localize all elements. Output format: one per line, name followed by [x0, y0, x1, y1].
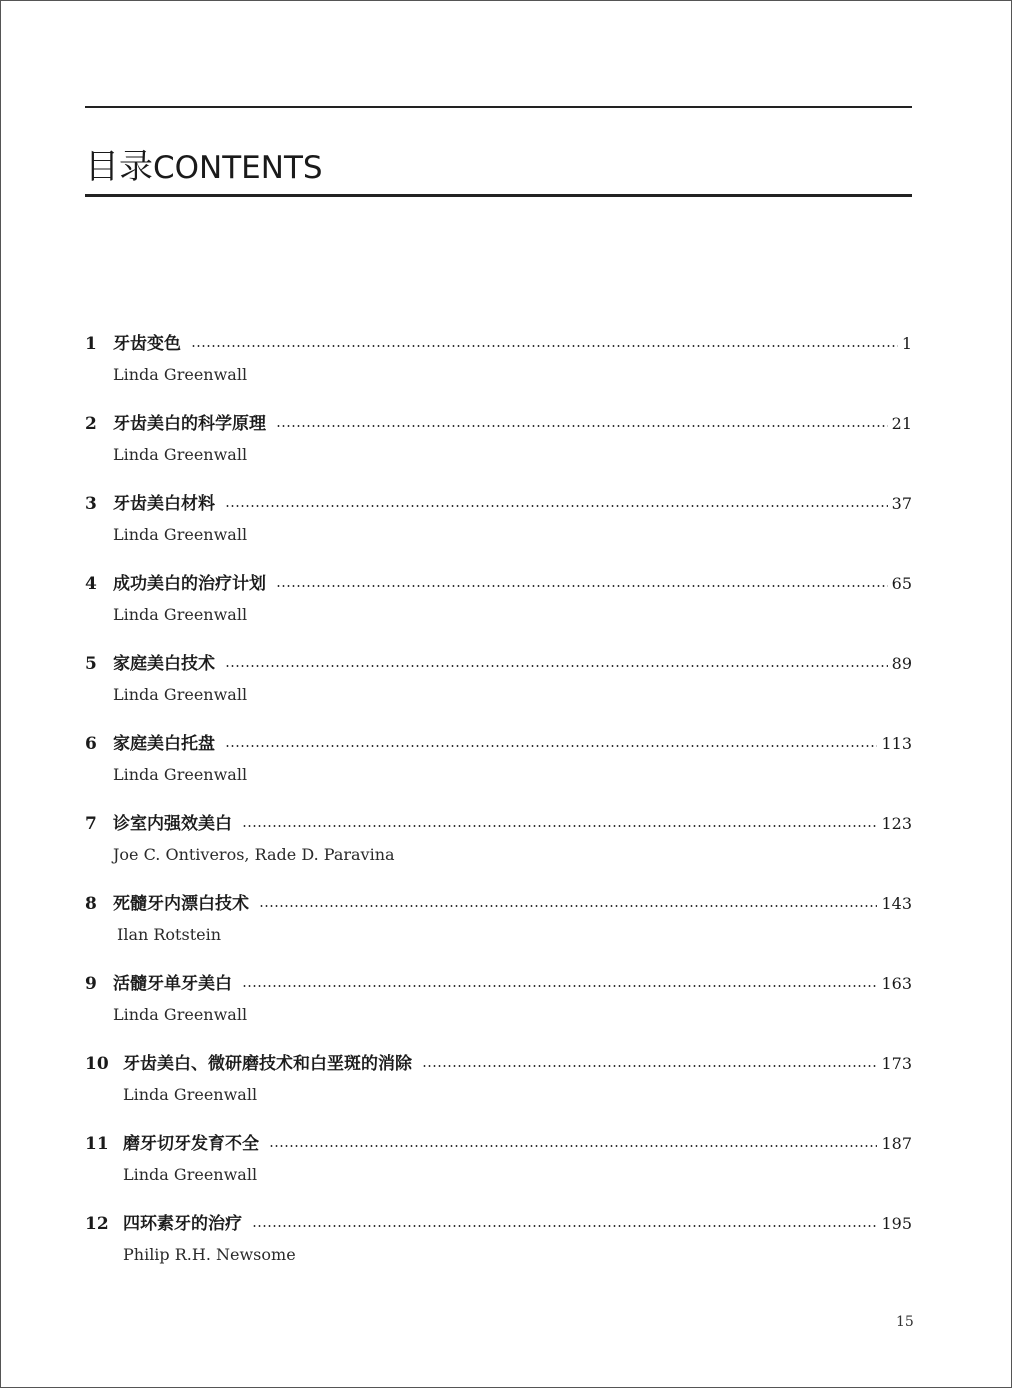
chapter-title: 活髓牙单牙美白	[113, 974, 232, 994]
table-of-contents	[1, 1, 1012, 1389]
toc-entry[interactable]	[85, 409, 912, 469]
chapter-author: Linda Greenwall	[123, 1165, 258, 1184]
dot-leader	[276, 585, 888, 587]
chapter-number: 7	[85, 814, 97, 834]
dot-leader	[191, 345, 898, 347]
toc-entry[interactable]	[85, 1129, 912, 1189]
page-title-cn: 目录	[85, 147, 153, 187]
chapter-title: 家庭美白托盘	[113, 734, 215, 754]
chapter-title: 成功美白的治疗计划	[113, 574, 266, 594]
toc-entry[interactable]	[85, 329, 912, 389]
page-number: 89	[891, 654, 912, 673]
chapter-author: Linda Greenwall	[113, 765, 248, 784]
toc-entry[interactable]	[85, 649, 912, 709]
chapter-number: 10	[85, 1054, 109, 1074]
chapter-title: 家庭美白技术	[113, 654, 215, 674]
page-number: 113	[881, 734, 912, 753]
page-number: 143	[881, 894, 912, 913]
dot-leader	[252, 1225, 877, 1227]
chapter-title: 牙齿美白材料	[113, 494, 215, 514]
page-number: 123	[881, 814, 912, 833]
page-number: 37	[891, 494, 912, 513]
chapter-number: 4	[85, 574, 97, 594]
dot-leader	[276, 425, 888, 427]
chapter-author: Linda Greenwall	[113, 365, 248, 384]
chapter-author: Ilan Rotstein	[117, 925, 222, 944]
chapter-author: Linda Greenwall	[123, 1085, 258, 1104]
chapter-author: Linda Greenwall	[113, 525, 248, 544]
page-number: 65	[891, 574, 912, 593]
chapter-number: 5	[85, 654, 97, 674]
chapter-number: 11	[85, 1134, 109, 1154]
chapter-number: 3	[85, 494, 97, 514]
chapter-number: 1	[85, 334, 97, 354]
toc-entry[interactable]	[85, 809, 912, 869]
toc-entry[interactable]	[85, 729, 912, 789]
chapter-author: Linda Greenwall	[113, 445, 248, 464]
chapter-author: Linda Greenwall	[113, 685, 248, 704]
page-number: 195	[881, 1214, 912, 1233]
toc-entry[interactable]	[85, 489, 912, 549]
dot-leader	[242, 825, 877, 827]
dot-leader	[225, 505, 888, 507]
page-number: 187	[881, 1134, 912, 1153]
chapter-number: 8	[85, 894, 97, 914]
dot-leader	[225, 665, 888, 667]
toc-entry[interactable]	[85, 1209, 912, 1269]
chapter-title: 诊室内强效美白	[113, 814, 232, 834]
chapter-title: 磨牙切牙发育不全	[123, 1134, 259, 1154]
page-title-en: CONTENTS	[153, 150, 323, 186]
toc-entry[interactable]	[85, 889, 912, 949]
dot-leader	[242, 985, 877, 987]
chapter-title: 牙齿变色	[113, 334, 181, 354]
dot-leader	[225, 745, 877, 747]
page-number: 21	[891, 414, 912, 433]
page-number: 1	[901, 334, 912, 353]
folio-page-number: 15	[896, 1314, 914, 1330]
page-number: 173	[881, 1054, 912, 1073]
chapter-title: 牙齿美白的科学原理	[113, 414, 266, 434]
chapter-author: Philip R.H. Newsome	[123, 1245, 296, 1264]
chapter-author: Joe C. Ontiveros, Rade D. Paravina	[113, 845, 395, 864]
chapter-title: 死髓牙内漂白技术	[113, 894, 249, 914]
toc-entry[interactable]	[85, 969, 912, 1029]
page-number: 163	[881, 974, 912, 993]
toc-entry[interactable]	[85, 1049, 912, 1109]
toc-entry[interactable]	[85, 569, 912, 629]
dot-leader	[422, 1065, 877, 1067]
chapter-title: 四环素牙的治疗	[123, 1214, 242, 1234]
dot-leader	[259, 905, 877, 907]
dot-leader	[269, 1145, 877, 1147]
chapter-number: 2	[85, 414, 97, 434]
chapter-author: Linda Greenwall	[113, 1005, 248, 1024]
chapter-number: 12	[85, 1214, 109, 1234]
chapter-number: 9	[85, 974, 97, 994]
chapter-title: 牙齿美白、微研磨技术和白垩斑的消除	[123, 1054, 412, 1074]
chapter-number: 6	[85, 734, 97, 754]
chapter-author: Linda Greenwall	[113, 605, 248, 624]
